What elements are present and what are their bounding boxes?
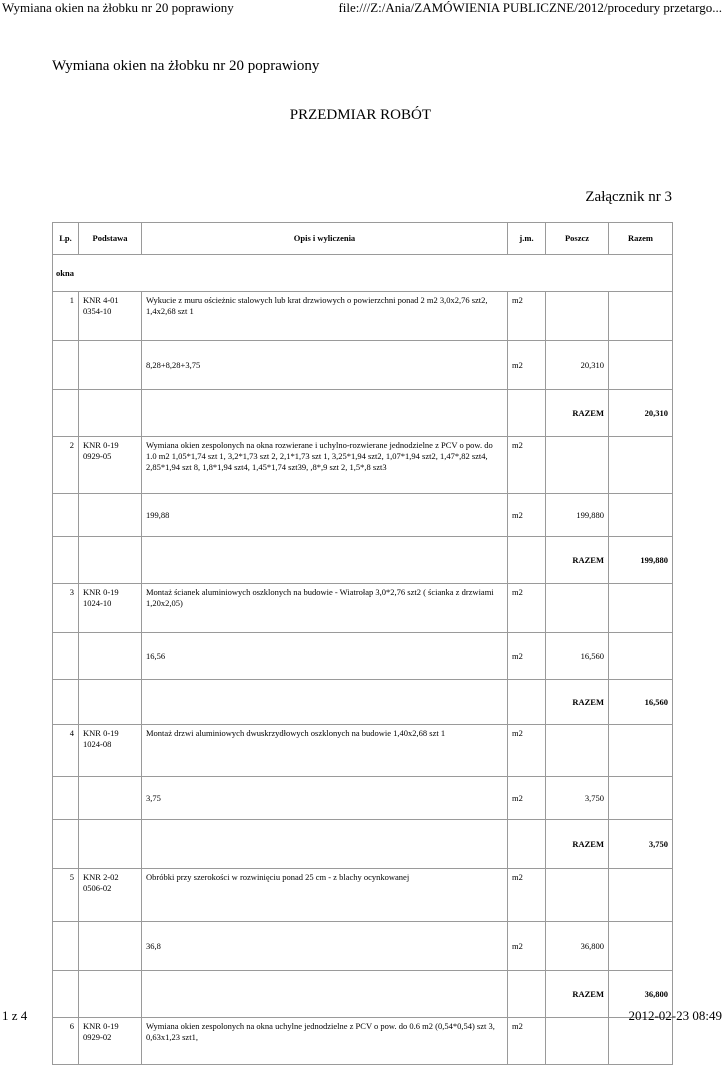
calc-unit: m2 <box>508 341 546 390</box>
position-row <box>53 725 673 777</box>
item-description: Montaż ścianek aluminiowych oszklonych na budowie - Wiatrołap 3,0*2,76 szt2 ( ścianka z drzwiami 1,20x2,05) <box>142 584 508 633</box>
item-quantity <box>546 292 609 341</box>
item-basis: KNR 4-01 0354-10 <box>79 292 142 341</box>
position-row <box>53 584 673 633</box>
item-unit: m2 <box>508 292 546 341</box>
header-quantity: Poszcz <box>546 223 609 255</box>
position-row <box>53 869 673 922</box>
document-heading: PRZEDMIAR ROBÓT <box>289 107 431 123</box>
item-total <box>609 1018 673 1065</box>
sum-label: RAZEM <box>546 820 609 869</box>
sum-total: 3,750 <box>609 820 673 869</box>
calc-quantity: 36,800 <box>546 922 609 971</box>
sum-row <box>53 680 673 725</box>
calc-expression: 8,28+8,28+3,75 <box>142 341 508 390</box>
sum-unit <box>508 537 546 584</box>
item-basis: KNR 0-19 0929-02 <box>79 1018 142 1065</box>
item-basis: KNR 0-19 1024-08 <box>79 725 142 777</box>
position-row <box>53 437 673 494</box>
calc-lp <box>53 777 79 820</box>
calc-basis <box>79 494 142 537</box>
header-basis: Podstawa <box>79 223 142 255</box>
calculation-row <box>53 341 673 390</box>
sum-unit <box>508 680 546 725</box>
sum-label: RAZEM <box>546 971 609 1018</box>
section-row <box>53 255 673 292</box>
calc-quantity: 16,560 <box>546 633 609 680</box>
item-lp: 5 <box>53 869 79 922</box>
header-description: Opis i wyliczenia <box>142 223 508 255</box>
item-lp: 4 <box>53 725 79 777</box>
calc-unit: m2 <box>508 777 546 820</box>
item-unit: m2 <box>508 584 546 633</box>
item-description: Wymiana okien zespolonych na okna rozwierane i uchylno-rozwierane jednodzielne z PCV o pow. do 1.0 m2 1,05*1,74 szt 1, 3,2*1,73 szt 2, 2,1*1,73 szt 1, 3,25*1,94 szt2, 1,07*1,94 szt2, 1,47*,82 szt4, 2,85*1,94 szt 8, 1,8*1,94 szt4, 1,45*1,74 szt39, ,8*,9 szt 2, 1,5*,8 szt3 <box>142 437 508 494</box>
sum-basis <box>79 971 142 1018</box>
calc-basis <box>79 777 142 820</box>
calc-unit: m2 <box>508 922 546 971</box>
item-total <box>609 725 673 777</box>
sum-unit <box>508 971 546 1018</box>
sum-total: 199,880 <box>609 537 673 584</box>
calc-unit: m2 <box>508 494 546 537</box>
bill-of-quantities-table <box>52 222 673 1065</box>
sum-row <box>53 971 673 1018</box>
item-total <box>609 437 673 494</box>
sum-lp <box>53 390 79 437</box>
sum-lp <box>53 971 79 1018</box>
calc-basis <box>79 633 142 680</box>
calc-expression: 3,75 <box>142 777 508 820</box>
print-timestamp: 2012-02-23 08:49 <box>628 1008 722 1023</box>
calc-total <box>609 922 673 971</box>
item-lp: 6 <box>53 1018 79 1065</box>
sum-total: 36,800 <box>609 971 673 1018</box>
calc-lp <box>53 922 79 971</box>
sum-description <box>142 820 508 869</box>
header-unit: j.m. <box>508 223 546 255</box>
sum-row <box>53 537 673 584</box>
calc-basis <box>79 922 142 971</box>
sum-lp <box>53 820 79 869</box>
calc-total <box>609 633 673 680</box>
sum-description <box>142 390 508 437</box>
item-unit: m2 <box>508 869 546 922</box>
sum-label: RAZEM <box>546 390 609 437</box>
item-total <box>609 584 673 633</box>
calc-quantity: 3,750 <box>546 777 609 820</box>
sum-row <box>53 820 673 869</box>
sum-basis <box>79 820 142 869</box>
calc-expression: 16,56 <box>142 633 508 680</box>
item-quantity <box>546 1018 609 1065</box>
document-title: Wymiana okien na żłobku nr 20 poprawiony <box>52 58 320 74</box>
item-basis: KNR 0-19 0929-05 <box>79 437 142 494</box>
calculation-row <box>53 633 673 680</box>
sum-description <box>142 537 508 584</box>
item-description: Wymiana okien zespolonych na okna uchylne jednodzielne z PCV o pow. do 0.6 m2 (0,54*0,54) szt 3, 0,63x1,23 szt1, <box>142 1018 508 1065</box>
sum-lp <box>53 680 79 725</box>
calc-unit: m2 <box>508 633 546 680</box>
calculation-row <box>53 777 673 820</box>
item-basis: KNR 0-19 1024-10 <box>79 584 142 633</box>
item-quantity <box>546 584 609 633</box>
calc-quantity: 199,880 <box>546 494 609 537</box>
item-unit: m2 <box>508 1018 546 1065</box>
item-lp: 3 <box>53 584 79 633</box>
position-row <box>53 1018 673 1065</box>
sum-total: 16,560 <box>609 680 673 725</box>
section-label: okna <box>53 255 673 292</box>
header-lp: Lp. <box>53 223 79 255</box>
item-unit: m2 <box>508 437 546 494</box>
calc-total <box>609 494 673 537</box>
item-description: Wykucie z muru ościeżnic stalowych lub krat drzwiowych o powierzchni ponad 2 m2 3,0x2,76 szt2, 1,4x2,68 szt 1 <box>142 292 508 341</box>
calculation-row <box>53 494 673 537</box>
item-unit: m2 <box>508 725 546 777</box>
sum-description <box>142 971 508 1018</box>
item-quantity <box>546 725 609 777</box>
sum-row <box>53 390 673 437</box>
sum-unit <box>508 820 546 869</box>
item-description: Montaż drzwi aluminiowych dwuskrzydłowych oszklonych na budowie 1,40x2,68 szt 1 <box>142 725 508 777</box>
calc-lp <box>53 633 79 680</box>
item-lp: 2 <box>53 437 79 494</box>
sum-description <box>142 680 508 725</box>
sum-label: RAZEM <box>546 680 609 725</box>
calc-total <box>609 341 673 390</box>
header-total: Razem <box>609 223 673 255</box>
item-quantity <box>546 437 609 494</box>
calculation-row <box>53 922 673 971</box>
sum-lp <box>53 537 79 584</box>
calc-total <box>609 777 673 820</box>
sum-label: RAZEM <box>546 537 609 584</box>
sum-total: 20,310 <box>609 390 673 437</box>
calc-expression: 199,88 <box>142 494 508 537</box>
browser-header-title: Wymiana okien na żłobku nr 20 poprawiony <box>2 0 234 15</box>
calc-quantity: 20,310 <box>546 341 609 390</box>
item-quantity <box>546 869 609 922</box>
sum-basis <box>79 537 142 584</box>
table-header-row <box>53 223 673 255</box>
item-total <box>609 869 673 922</box>
item-lp: 1 <box>53 292 79 341</box>
item-basis: KNR 2-02 0506-02 <box>79 869 142 922</box>
annex-label: Załącznik nr 3 <box>585 189 672 205</box>
sum-unit <box>508 390 546 437</box>
calc-expression: 36,8 <box>142 922 508 971</box>
sum-basis <box>79 390 142 437</box>
sum-basis <box>79 680 142 725</box>
browser-header-url: file:///Z:/Ania/ZAMÓWIENIA PUBLICZNE/2012/procedury przetargo... <box>338 0 722 15</box>
calc-lp <box>53 494 79 537</box>
item-total <box>609 292 673 341</box>
page-counter: 1 z 4 <box>2 1008 28 1023</box>
item-description: Obróbki przy szerokości w rozwinięciu ponad 25 cm - z blachy ocynkowanej <box>142 869 508 922</box>
calc-lp <box>53 341 79 390</box>
calc-basis <box>79 341 142 390</box>
position-row <box>53 292 673 341</box>
